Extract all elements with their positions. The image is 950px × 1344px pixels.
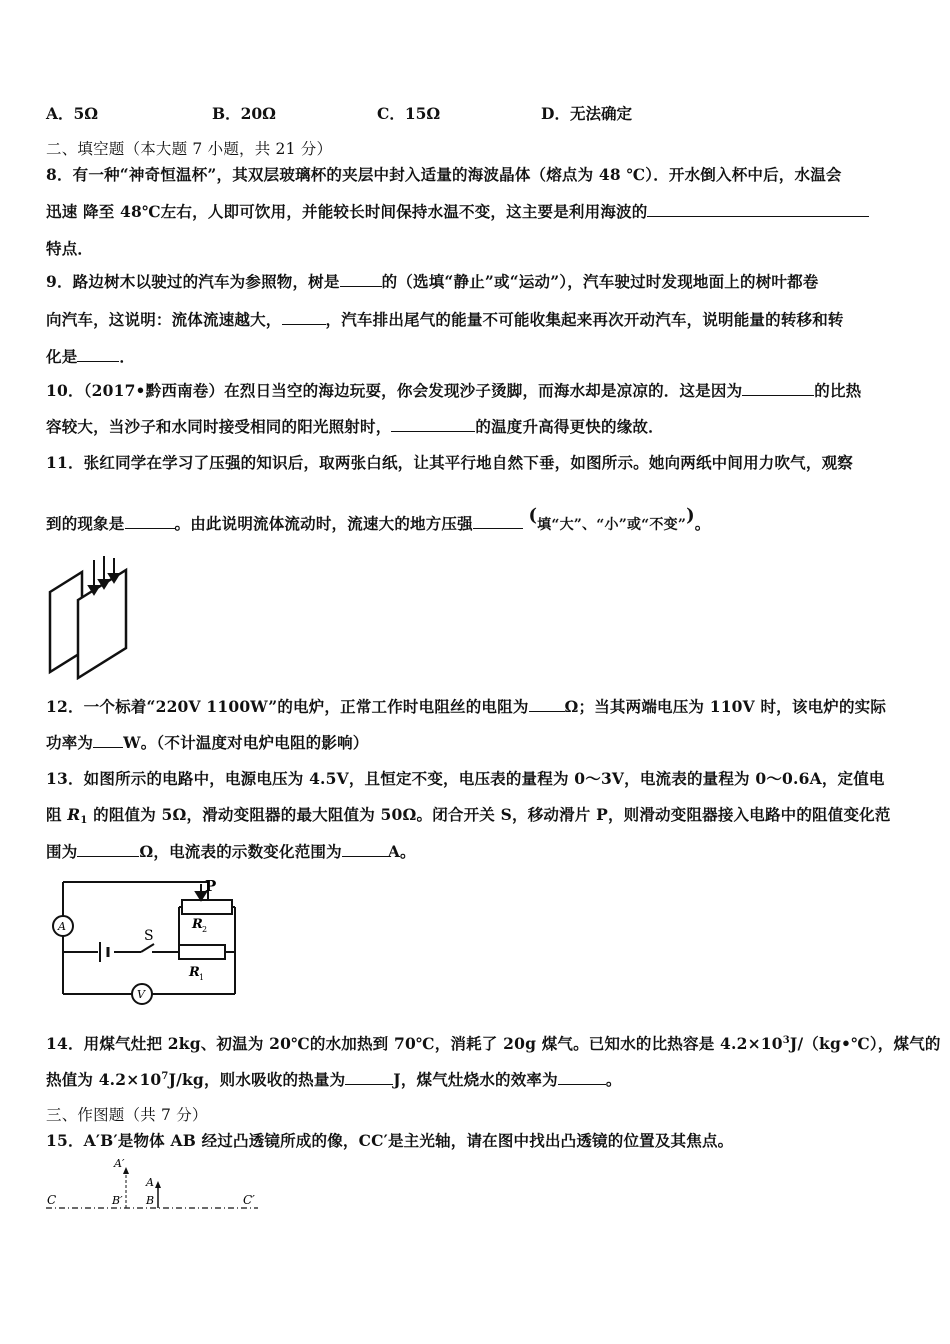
q9-line1 bbox=[46, 270, 819, 292]
q8-line3: 特点． bbox=[46, 239, 94, 258]
q9-line3a: 化是 bbox=[46, 347, 78, 366]
q11-blank2[interactable] bbox=[473, 514, 523, 529]
q11-line1: 11．张红同学在学习了压强的知识后，取两张白纸，让其平行地自然下垂，如图所示。她向两纸中间用力吹气，观察 bbox=[46, 453, 853, 472]
label-c: C bbox=[47, 1193, 57, 1207]
q11-hint: 填“大”、“小”或“不变” bbox=[537, 517, 687, 533]
q10-line2a: 容较大，当沙子和水同时接受相同的阳光照射时， bbox=[46, 417, 392, 436]
q12-line2a: 功率为 bbox=[46, 733, 94, 752]
q13-blank1[interactable] bbox=[77, 842, 139, 857]
q14-line2c: J，煤气灶烧水的效率为 bbox=[393, 1070, 558, 1089]
label-b-prime: B′ bbox=[112, 1194, 123, 1207]
q11-paren-open: ( bbox=[528, 505, 538, 526]
q11-line2b: 。由此说明流体流动时，流速大的地方压强 bbox=[174, 514, 473, 533]
q9-line2a: 向汽车，这说明：流体流速越大， bbox=[46, 310, 282, 329]
q10-line1b: 的比热 bbox=[814, 381, 862, 400]
q14-line2b: J/kg，则水吸收的热量为 bbox=[168, 1070, 346, 1089]
q13-r1-letter: R bbox=[67, 805, 81, 824]
q13-line3a: 围为 bbox=[46, 842, 78, 861]
q8-line1: 8．有一种“神奇恒温杯”，其双层玻璃杯的夹层中封入适量的海波晶体（熔点为 48 ℃）．开水倒入杯中后，水温会 bbox=[46, 165, 842, 184]
label-c-prime: C′ bbox=[243, 1193, 255, 1207]
q10-blank1[interactable] bbox=[742, 381, 814, 396]
section2-title: 二、填空题（本大题 7 小题，共 21 分） bbox=[46, 140, 333, 158]
label-r1-sub: 1 bbox=[199, 973, 205, 982]
q9-blank1[interactable] bbox=[340, 272, 382, 287]
q9-blank3[interactable] bbox=[77, 347, 119, 362]
q13-line3b: Ω，电流表的示数变化范围为 bbox=[139, 842, 342, 861]
label-r2-sub: 2 bbox=[202, 925, 208, 934]
q9-blank2[interactable] bbox=[282, 310, 326, 325]
q11-line2 bbox=[46, 505, 711, 534]
q12-line2 bbox=[46, 731, 368, 753]
q14-line1-exp: 3 bbox=[782, 1035, 790, 1046]
q14-line2d: 。 bbox=[605, 1070, 622, 1089]
q13-blank2[interactable] bbox=[342, 842, 388, 857]
q10-line2b: 的温度升高得更快的缘故． bbox=[475, 417, 664, 436]
option-d: D．无法确定 bbox=[541, 104, 632, 123]
q11-paren-close: ) bbox=[686, 505, 695, 526]
q9-line3 bbox=[46, 345, 135, 367]
q12-blank1[interactable] bbox=[529, 697, 565, 712]
label-b: B bbox=[146, 1194, 155, 1207]
label-a-prime: A′ bbox=[114, 1157, 125, 1170]
resistor-r1 bbox=[179, 945, 225, 959]
q14-line1a: 14．用煤气灶把 2kg、初温为 20℃的水加热到 70℃，消耗了 20g 煤气。已知水的比热容是 4.2×10 bbox=[46, 1034, 783, 1053]
q12-line1a: 12．一个标着“220V 1100W”的电炉，正常工作时电阻丝的电阻为 bbox=[46, 697, 529, 716]
q10-line1a: 10．（2017•黔西南卷）在烈日当空的海边玩耍，你会发现沙子烫脚，而海水却是凉凉的．这是因为 bbox=[46, 381, 743, 400]
q10-blank2[interactable] bbox=[391, 417, 475, 432]
q9-line2 bbox=[46, 308, 844, 330]
label-a: A bbox=[146, 1176, 154, 1189]
q11-line2a: 到的现象是 bbox=[46, 514, 125, 533]
q9-line1a: 9．路边树木以驶过的汽车为参照物，树是 bbox=[46, 272, 340, 291]
q13-line3c: A。 bbox=[387, 842, 416, 861]
q14-line1 bbox=[46, 1032, 941, 1054]
switch-s bbox=[141, 944, 154, 952]
q10-line1 bbox=[46, 379, 861, 401]
q14-line2 bbox=[46, 1068, 622, 1090]
option-a: A．5Ω bbox=[46, 104, 99, 123]
q11-blank1[interactable] bbox=[125, 514, 175, 529]
label-s: S bbox=[144, 928, 154, 944]
q13-line2b: 的阻值为 5Ω，滑动变阻器的最大阻值为 50Ω。闭合开关 S，移动滑片 P，则滑动变阻器接入电路中的阻值变化范 bbox=[87, 805, 891, 824]
lens-diagram bbox=[40, 1152, 270, 1214]
two-papers-figure bbox=[44, 556, 134, 680]
label-ammeter: A bbox=[58, 920, 66, 933]
q9-line1b: 的（选填“静止”或“运动”），汽车驶过时发现地面上的树叶都卷 bbox=[381, 272, 819, 291]
q12-line1b: Ω；当其两端电压为 110V 时，该电炉的实际 bbox=[564, 697, 887, 716]
circuit-diagram bbox=[46, 872, 246, 1008]
q13-line1: 13．如图所示的电路中，电源电压为 4.5V，且恒定不变，电压表的量程为 0～3V，电流表的量程为 0～0.6A，定值电 bbox=[46, 769, 885, 788]
q14-blank1[interactable] bbox=[345, 1070, 393, 1085]
section3-title: 三、作图题（共 7 分） bbox=[46, 1106, 208, 1124]
label-p: P bbox=[205, 877, 217, 895]
q8-line2 bbox=[46, 200, 869, 222]
label-voltmeter: V bbox=[137, 988, 145, 1001]
q14-line2a: 热值为 4.2×10 bbox=[46, 1070, 162, 1089]
q15-text: 15．A′B′是物体 AB 经过凸透镜所成的像，CC′是主光轴，请在图中找出凸透镜的位置及其焦点。 bbox=[46, 1131, 734, 1150]
q12-blank2[interactable] bbox=[93, 733, 123, 748]
q12-line2b: W。（不计温度对电炉电阻的影响） bbox=[123, 733, 369, 752]
option-b: B．20Ω bbox=[212, 104, 276, 123]
q14-line2-exp: 7 bbox=[161, 1071, 169, 1082]
q10-line2 bbox=[46, 415, 664, 437]
q13-line2 bbox=[46, 803, 891, 826]
q8-answer-blank[interactable] bbox=[647, 202, 869, 217]
q14-blank2[interactable] bbox=[558, 1070, 606, 1085]
q11-end: 。 bbox=[694, 514, 711, 533]
label-r1: R bbox=[189, 965, 200, 980]
q8-line2-text: 迅速 降至 48℃左右，人即可饮用，并能较长时间保持水温不变，这主要是利用海波的 bbox=[46, 202, 648, 221]
q9-line2b: ，汽车排出尾气的能量不可能收集起来再次开动汽车，说明能量的转移和转 bbox=[325, 310, 844, 329]
battery bbox=[100, 942, 108, 962]
object-arrowhead bbox=[155, 1181, 161, 1188]
q14-line1b: J/（kg•℃），煤气的 bbox=[789, 1034, 941, 1053]
q13-line3 bbox=[46, 840, 416, 862]
q13-r1-sub: 1 bbox=[80, 815, 88, 826]
label-r2: R bbox=[192, 917, 203, 932]
q13-line2a: 阻 bbox=[46, 805, 68, 824]
q12-line1 bbox=[46, 695, 886, 717]
q9-line3b: ． bbox=[119, 347, 136, 366]
option-c: C．15Ω bbox=[377, 104, 441, 123]
resistor-r2 bbox=[182, 900, 232, 914]
